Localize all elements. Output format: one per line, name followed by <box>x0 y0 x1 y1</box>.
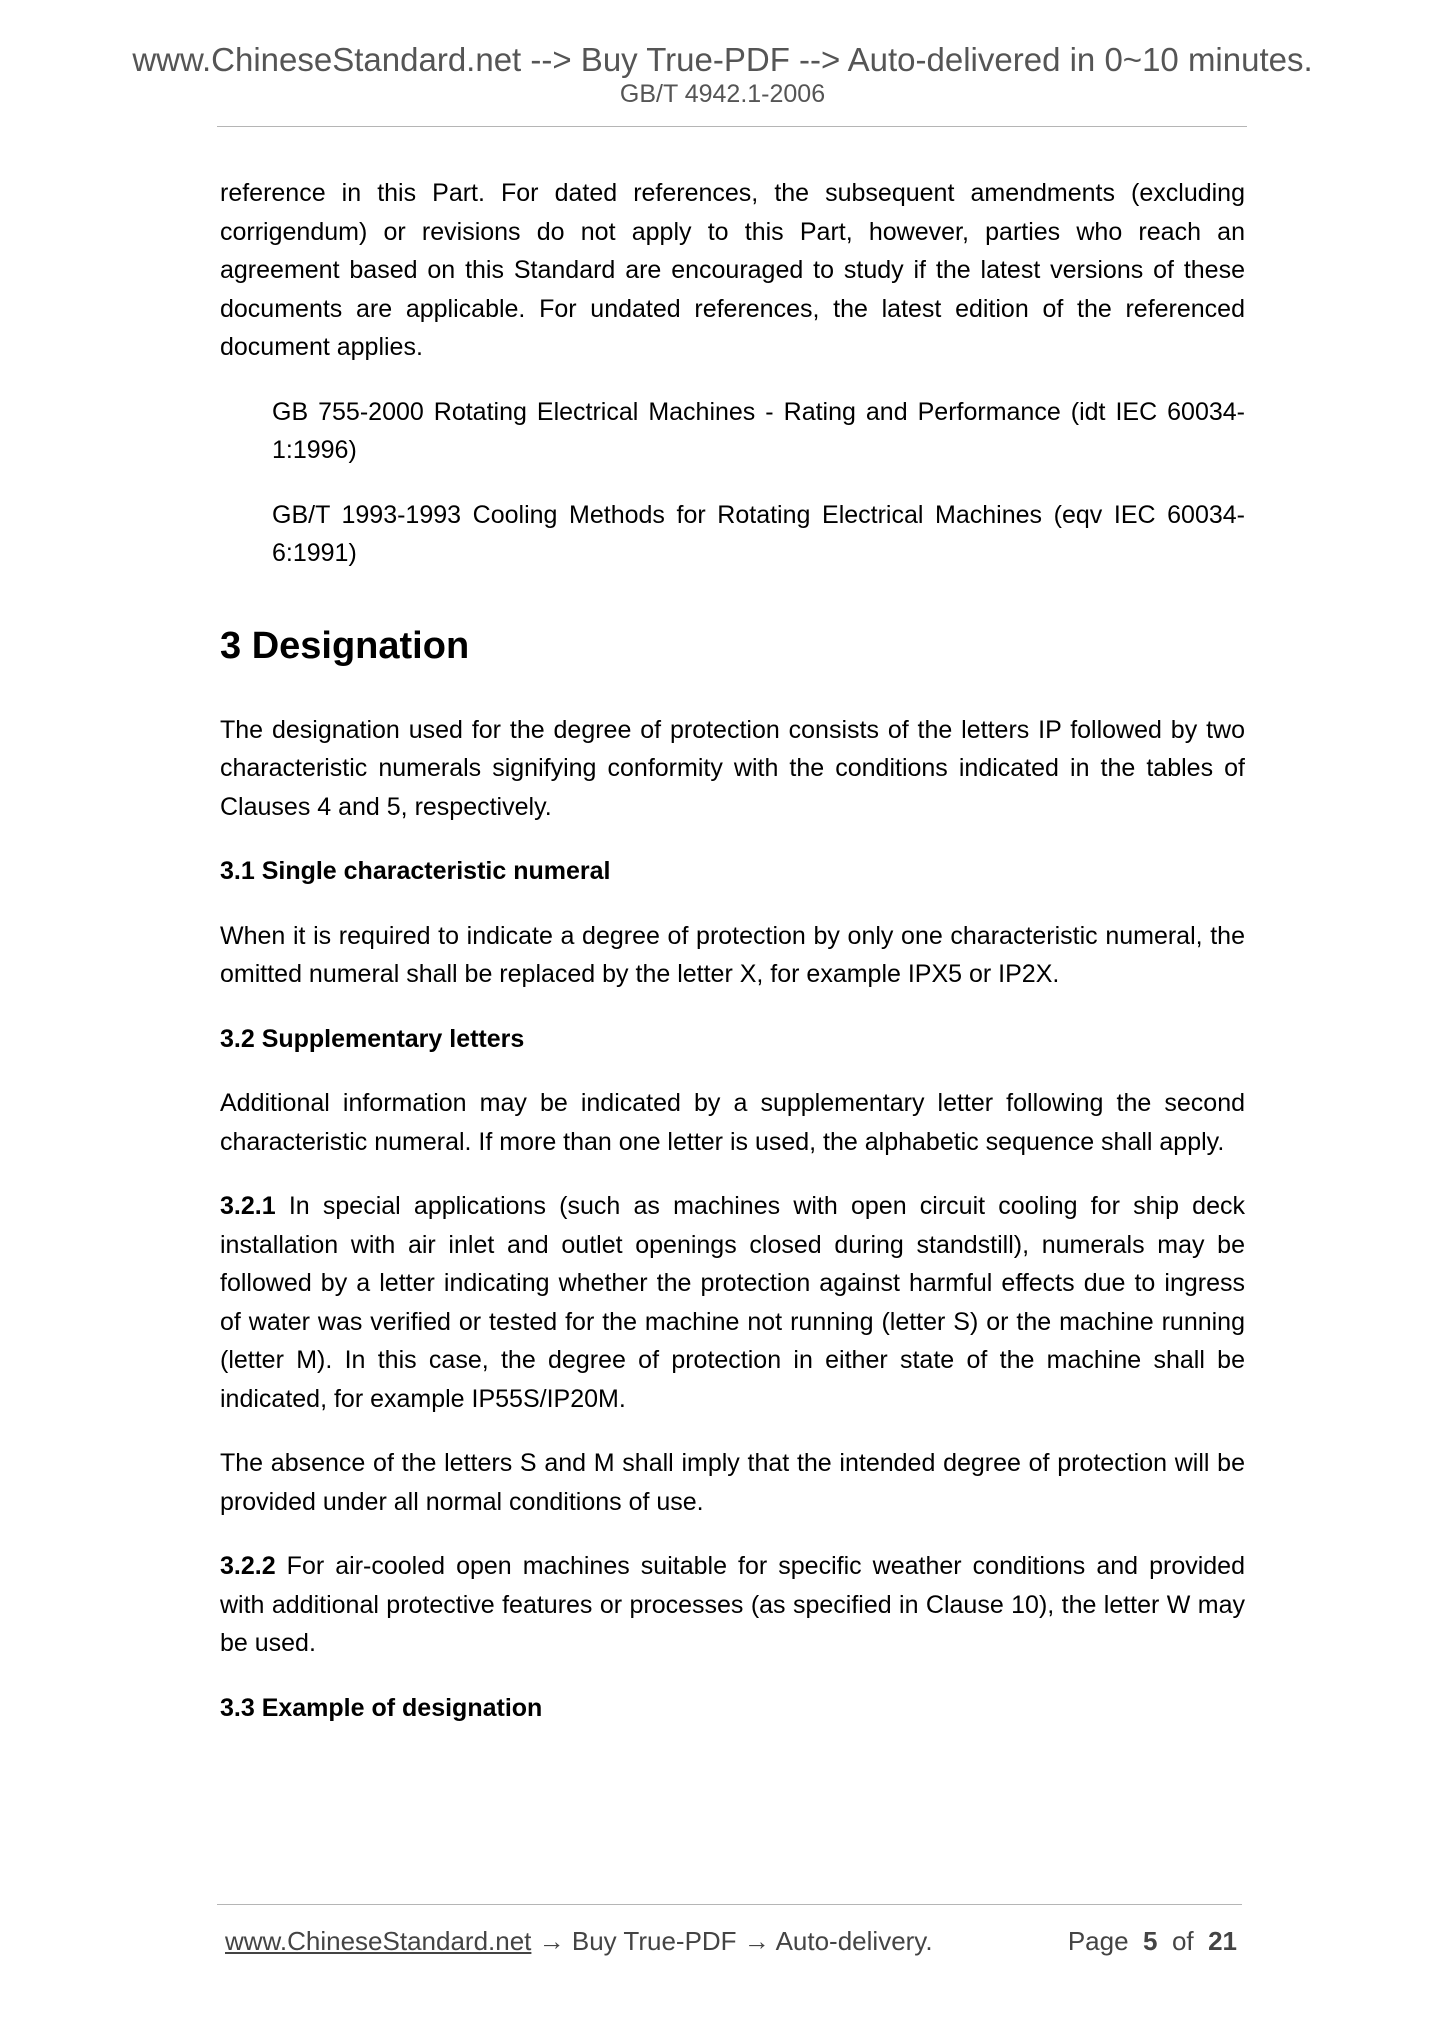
clause-3-paragraph: The designation used for the degree of protection consists of the letters IP followed by two characteristic numerals signifying conformity with the conditions indicated in the tables of Clauses 4 and 5, respectively. <box>220 715 1245 821</box>
page-number: 5 <box>1143 1926 1158 1956</box>
footer-left <box>225 1925 933 1957</box>
clause-3-3-heading: 3.3 Example of designation <box>220 1693 543 1722</box>
clause-3-2-2-number: 3.2.2 <box>220 1552 276 1580</box>
footer-tagline: → Buy True-PDF → Auto-delivery. <box>531 1926 933 1956</box>
clause-3-1-paragraph: When it is required to indicate a degree of protection by only one characteristic numeral, the omitted numeral shall be replaced by the letter X, for example IPX5 or IP2X. <box>220 921 1245 988</box>
top-banner: www.ChineseStandard.net --> Buy True-PDF --> Auto-delivered in 0~10 minutes. <box>132 41 1313 78</box>
footer-website-link[interactable]: www.ChineseStandard.net <box>225 1926 532 1956</box>
total-pages: 21 <box>1208 1926 1237 1956</box>
clause-3-2-1-note: The absence of the letters S and M shall imply that the intended degree of protection will be provided under all normal conditions of use. <box>220 1449 1245 1516</box>
header-divider <box>217 126 1247 127</box>
clause-3-2-1-number: 3.2.1 <box>220 1192 276 1220</box>
of-label: of <box>1171 1926 1194 1956</box>
clause-3-2-1-text: In special applications (such as machines with open circuit cooling for ship deck installation with air inlet and outlet openings closed during standstill), numerals may be followed by a letter indicating whether the protection against harmful effects due to ingress of water was verified or tested for the machine not running (letter S) or the machine running (letter M). In this case, the degree of protection in either state of the machine shall be indicated, for example IP55S/IP20M. <box>220 1192 1245 1413</box>
clause-3-2-paragraph: Additional information may be indicated by a supplementary letter following the second characteristic numeral. If more than one letter is used, the alphabetic sequence shall apply. <box>220 1089 1245 1156</box>
page-indicator <box>1068 1925 1237 1957</box>
intro-paragraph: reference in this Part. For dated references, the subsequent amendments (excluding corrigendum) or revisions do not apply to this Part, however, parties who reach an agreement based on this Standard are encouraged to study if the latest versions of these documents are applicable. For undated references, the latest edition of the referenced document applies. <box>220 179 1245 361</box>
clause-3-2-1-paragraph <box>220 1187 1245 1418</box>
clause-3-2-2-paragraph <box>220 1547 1245 1663</box>
footer-divider <box>217 1904 1242 1905</box>
clause-3-heading: 3 Designation <box>220 624 470 667</box>
reference-item: GB/T 1993-1993 Cooling Methods for Rotating Electrical Machines (eqv IEC 60034-6:1991) <box>272 500 1245 567</box>
clause-3-2-2-text: For air-cooled open machines suitable for specific weather conditions and provided with additional protective features or processes (as specified in Clause 10), the letter W may be used. <box>220 1552 1245 1657</box>
reference-item: GB 755-2000 Rotating Electrical Machines - Rating and Performance (idt IEC 60034-1:1996) <box>272 397 1245 464</box>
clause-3-1-heading: 3.1 Single characteristic numeral <box>220 857 611 885</box>
page-content <box>220 174 1245 1753</box>
document-code: GB/T 4942.1-2006 <box>619 80 826 108</box>
page-label: Page <box>1067 1926 1129 1956</box>
clause-3-2-heading: 3.2 Supplementary letters <box>220 1024 525 1053</box>
